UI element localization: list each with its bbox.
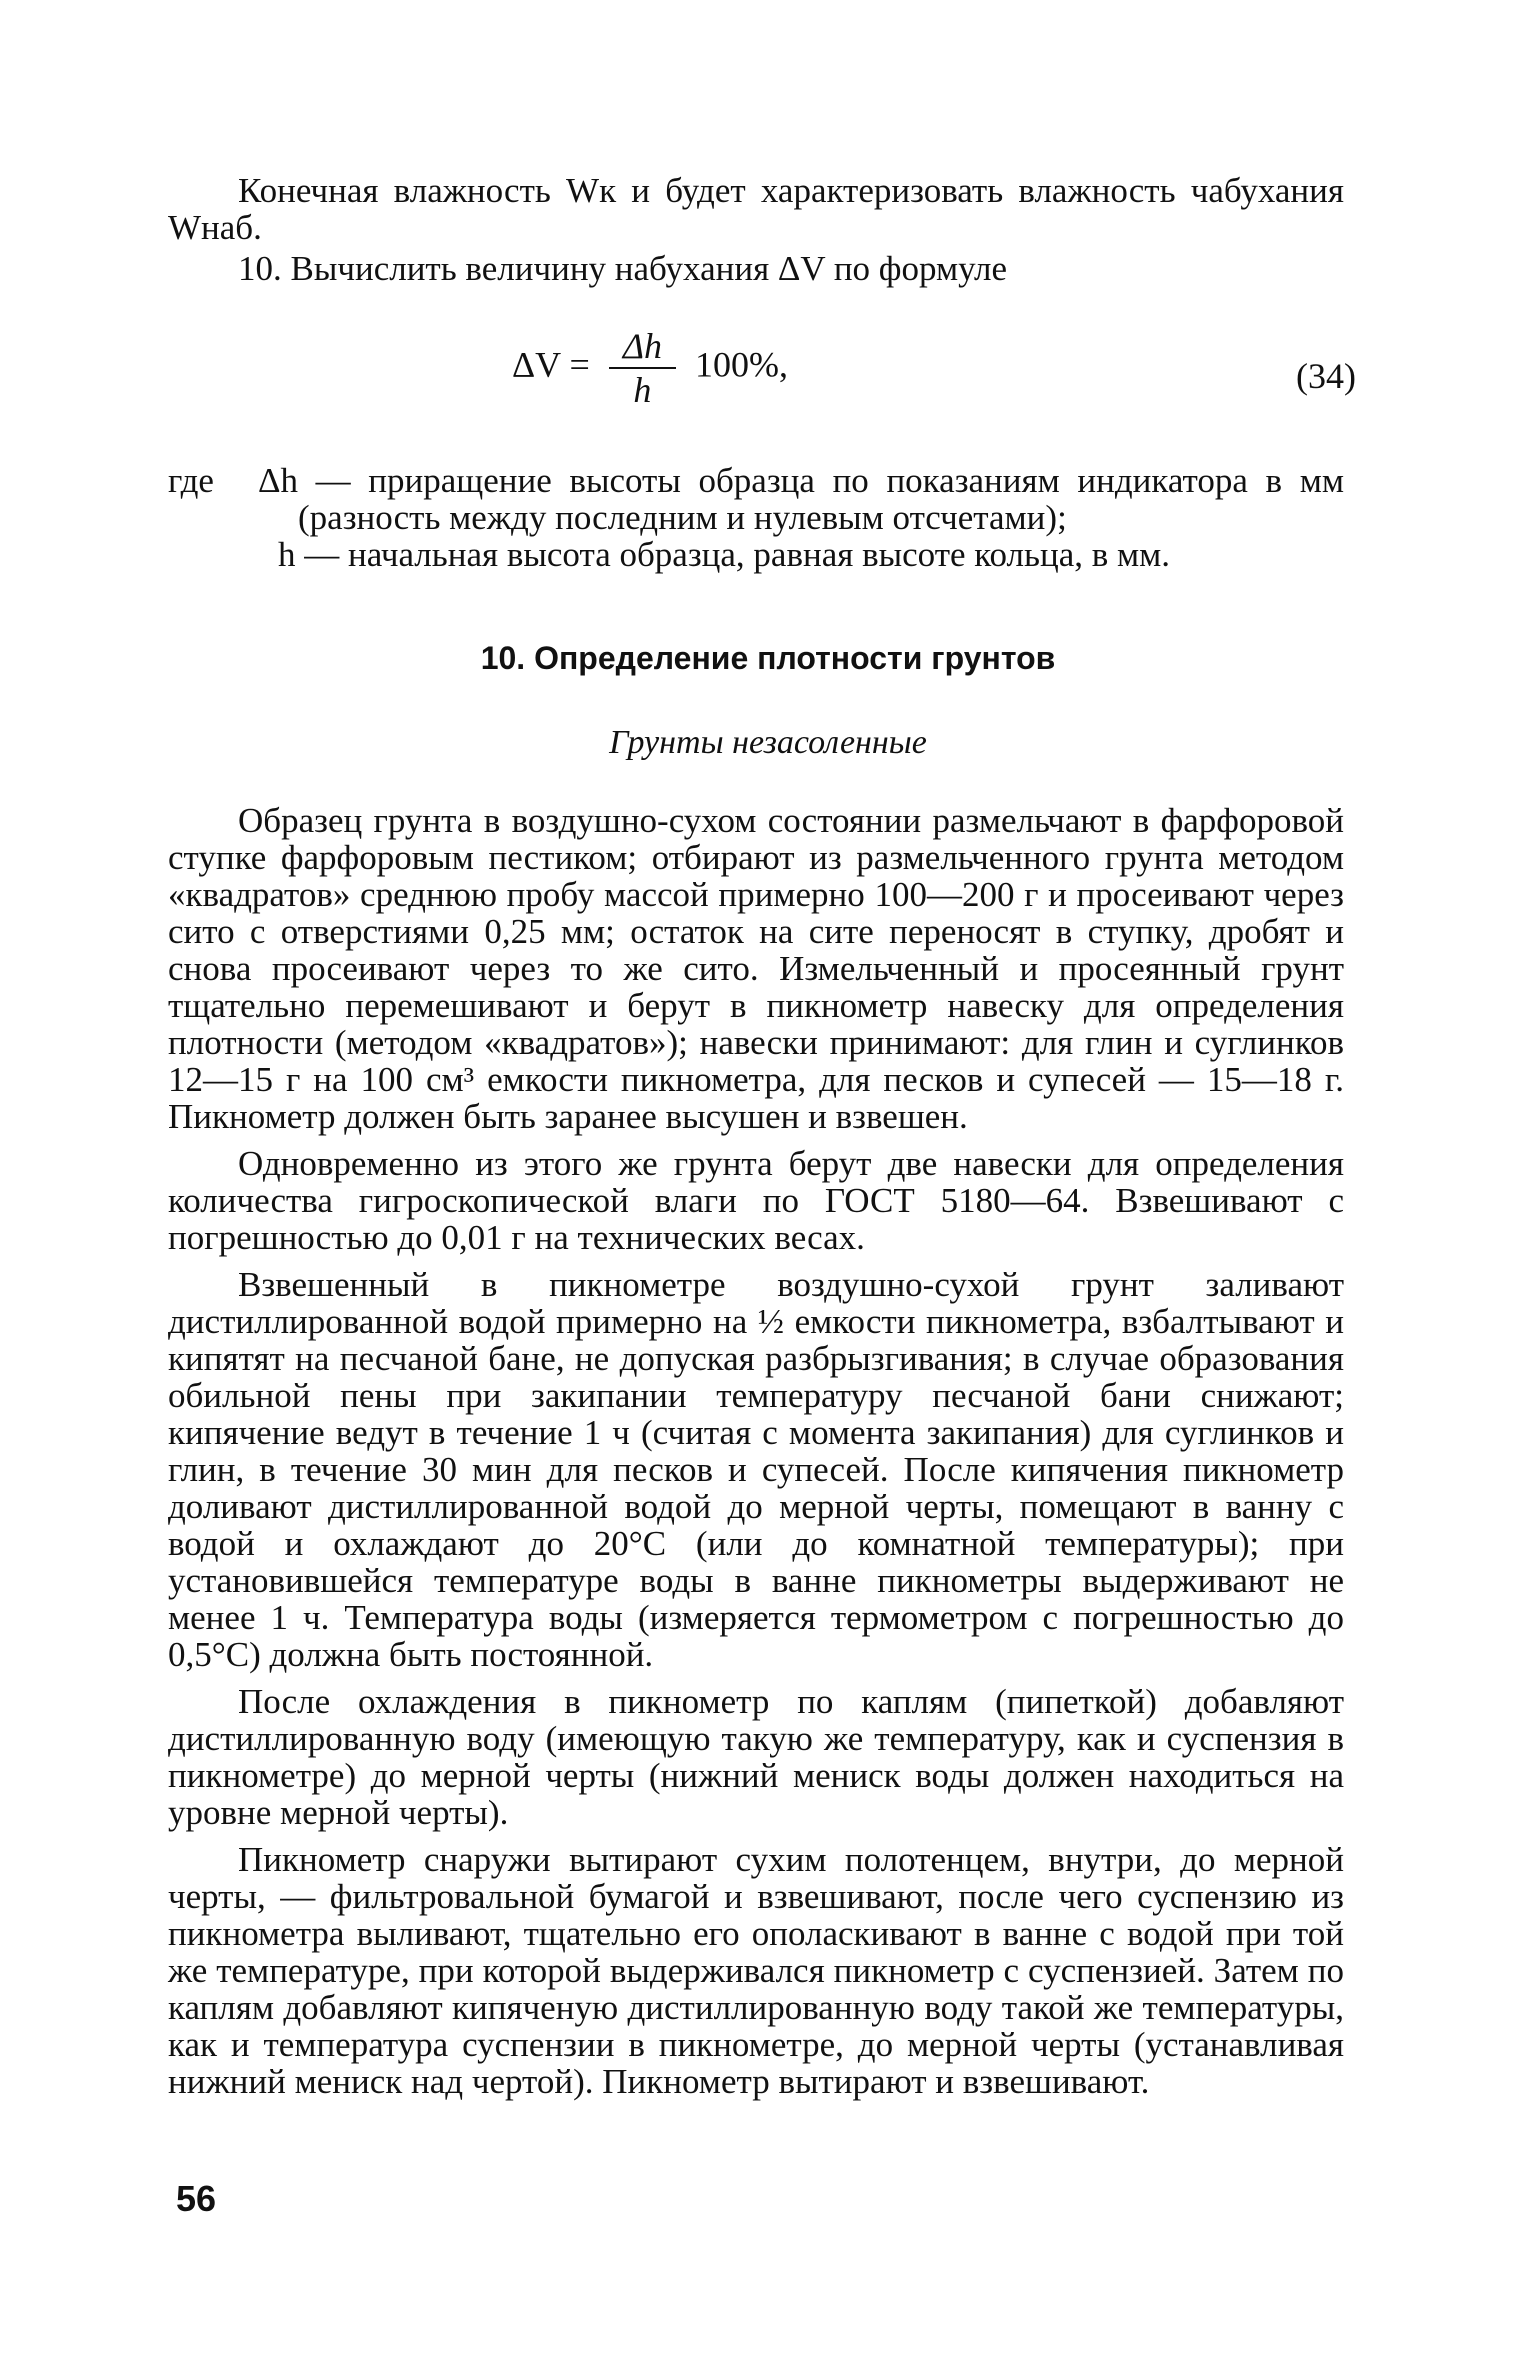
paragraph: Одновременно из этого же грунта берут две навески для определения количества гигроскопической влаги по ГОСТ 5180—64. Взвешивают с погрешностью до 0,01 г на технических весах.: [168, 1144, 1344, 1257]
intro-paragraph: Конечная влажность Wк и будет характеризовать влажность чабухания Wнаб.: [168, 171, 1344, 247]
formula-lhs: ΔV =: [512, 344, 590, 385]
page-number: 56: [176, 2178, 217, 2219]
where-block: [168, 462, 1344, 573]
paragraph: Образец грунта в воздушно-сухом состоянии размельчают в фарфоровой ступке фарфоровым пестиком; отбирают из размельченного грунта методом «квадратов» среднюю пробу массой примерно 100—200 г и просеивают через сито с отверстиями 0,25 мм; остаток на сите переносят в ступку, дробят и снова просеивают через то же сито. Измельченный и просеянный грунт тщательно перемешивают и берут в пикнометр навеску для определения плотности (методом «квадратов»); навески принимают: для глин и суглинков 12—15 г на 100 см³ емкости пикнометра, для песков и супесей — 15—18 г. Пикнометр должен быть заранее высушен и взвешен.: [168, 801, 1344, 1136]
section-heading: 10. Определение плотности грунтов: [480, 640, 1056, 676]
formula-numerator: Δh: [609, 325, 676, 369]
body-text: [168, 802, 1344, 2110]
formula-fraction: [609, 325, 676, 411]
intro-block: [168, 172, 1344, 287]
formula-34: [512, 325, 788, 411]
step-10-paragraph: 10. Вычислить величину набухания ΔV по формуле: [238, 249, 1008, 288]
section-subheading: Грунты незасоленные: [609, 724, 927, 761]
paragraph: После охлаждения в пикнометр по каплям (пипеткой) добавляют дистиллированную воду (имеющую такую же температуру, как и суспензия в пикнометре) до мерной черты (нижний мениск воды должен находиться на уровне мерной черты).: [168, 1682, 1344, 1832]
formula-rhs: 100%,: [694, 344, 788, 385]
definitions: [258, 462, 1344, 573]
definition-delta-h: Δh — приращение высоты образца по показаниям индикатора в мм (разность между последним и нулевым отсчетами);: [258, 461, 1344, 537]
formula-denominator: h: [633, 370, 652, 410]
paragraph: Взвешенный в пикнометре воздушно-сухой грунт заливают дистиллированной водой примерно на ½ емкости пикнометра, взбалтывают и кипятят на песчаной бане, не допуская разбрызгивания; в случае образования обильной пены при закипании температуру песчаной бани снижают; кипячение ведут в течение 1 ч (считая с момента закипания) для суглинков и глин, в течение 30 мин для песков и супесей. После кипячения пикнометр доливают дистиллированной водой до мерной черты, помещают в ванну с водой и охлаждают до 20°С (или до комнатной температуры); при установившейся температуре воды в ванне пикнометры выдерживают не менее 1 ч. Температура воды (измеряется термометром с погрешностью до 0,5°С) должна быть постоянной.: [168, 1265, 1344, 1674]
equation-number: (34): [1296, 356, 1356, 396]
definition-h: h — начальная высота образца, равная высоте кольца, в мм.: [278, 535, 1171, 574]
paragraph: Пикнометр снаружи вытирают сухим полотенцем, внутри, до мерной черты, — фильтровальной бумагой и взвешивают, после чего суспензию из пикнометра выливают, тщательно его ополаскивают в ванне с водой при той же температуре, при которой выдерживался пикнометр с суспензией. Затем по каплям добавляют кипяченую дистиллированную воду такой же температуры, как и температура суспензии в пикнометре, до мерной черты (устанавливая нижний мениск над чертой). Пикнометр вытирают и взвешивают.: [168, 1840, 1344, 2101]
where-label: где: [168, 461, 214, 500]
